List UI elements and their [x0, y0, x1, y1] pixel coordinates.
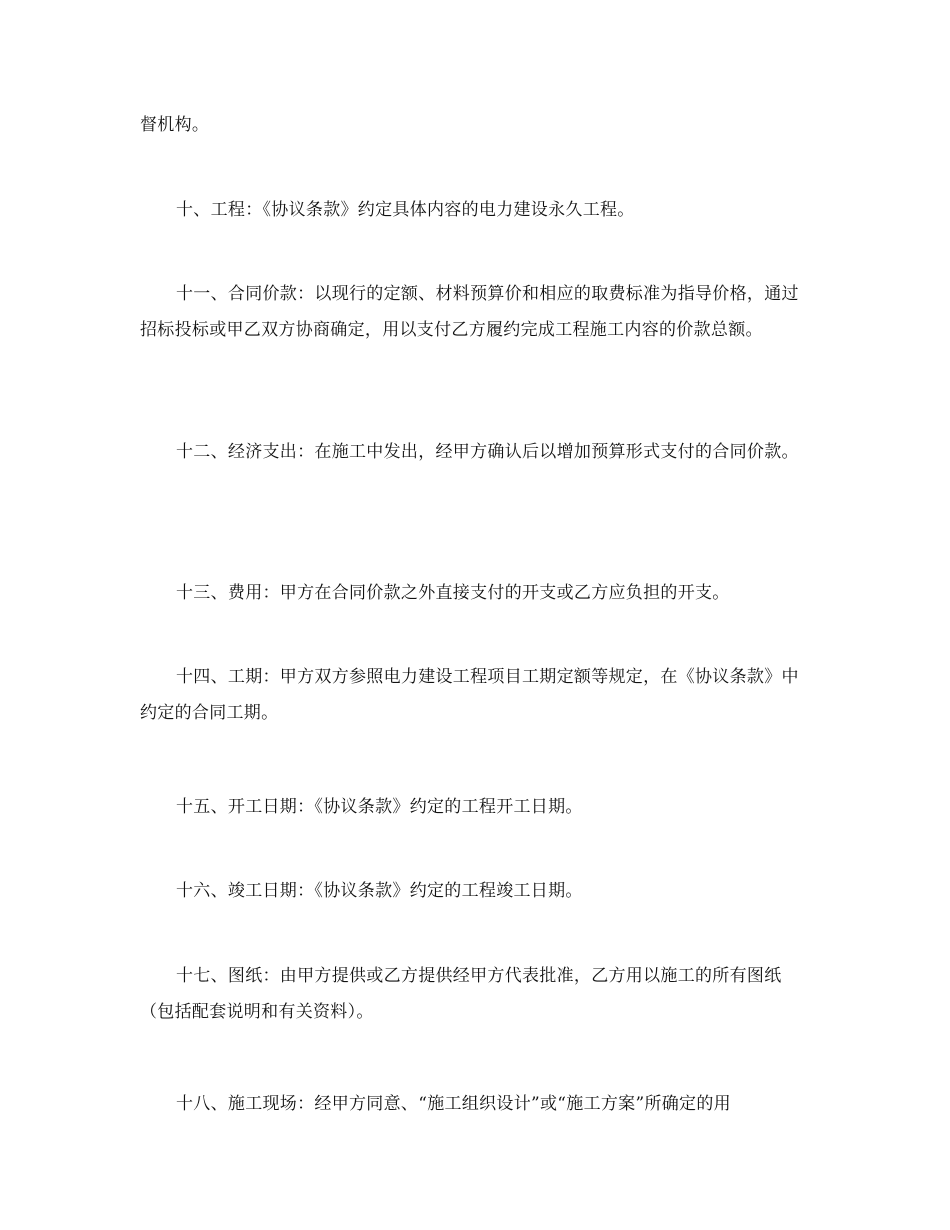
- paragraph-clause-13: 十三、费用：甲方在合同价款之外直接支付的开支或乙方应负担的开支。: [176, 583, 730, 603]
- paragraph-clause-18: 十八、施工现场：经甲方同意、“施工组织设计”或“施工方案”所确定的用: [176, 1094, 731, 1114]
- paragraph-continuation: 督机构。: [140, 115, 210, 135]
- paragraph-clause-12: 十二、经济支出：在施工中发出，经甲方确认后以增加预算形式支付的合同价款。: [176, 442, 799, 462]
- paragraph-clause-14: 十四、工期：甲方双方参照电力建设工程项目工期定额等规定，在《协议条款》中约定的合同工期。: [140, 667, 799, 723]
- paragraph-clause-17: 十七、图纸：由甲方提供或乙方提供经甲方代表批准，乙方用以施工的所有图纸（包括配套说明和有关资料）。: [140, 966, 782, 1022]
- paragraph-clause-16: 十六、竣工日期：《协议条款》约定的工程竣工日期。: [176, 881, 583, 901]
- paragraph-clause-15: 十五、开工日期：《协议条款》约定的工程开工日期。: [176, 797, 583, 817]
- paragraph-clause-11: 十一、合同价款：以现行的定额、材料预算价和相应的取费标准为指导价格，通过招标投标或甲乙双方协商确定，用以支付乙方履约完成工程施工内容的价款总额。: [140, 284, 799, 340]
- paragraph-clause-10: 十、工程：《协议条款》约定具体内容的电力建设永久工程。: [176, 200, 635, 220]
